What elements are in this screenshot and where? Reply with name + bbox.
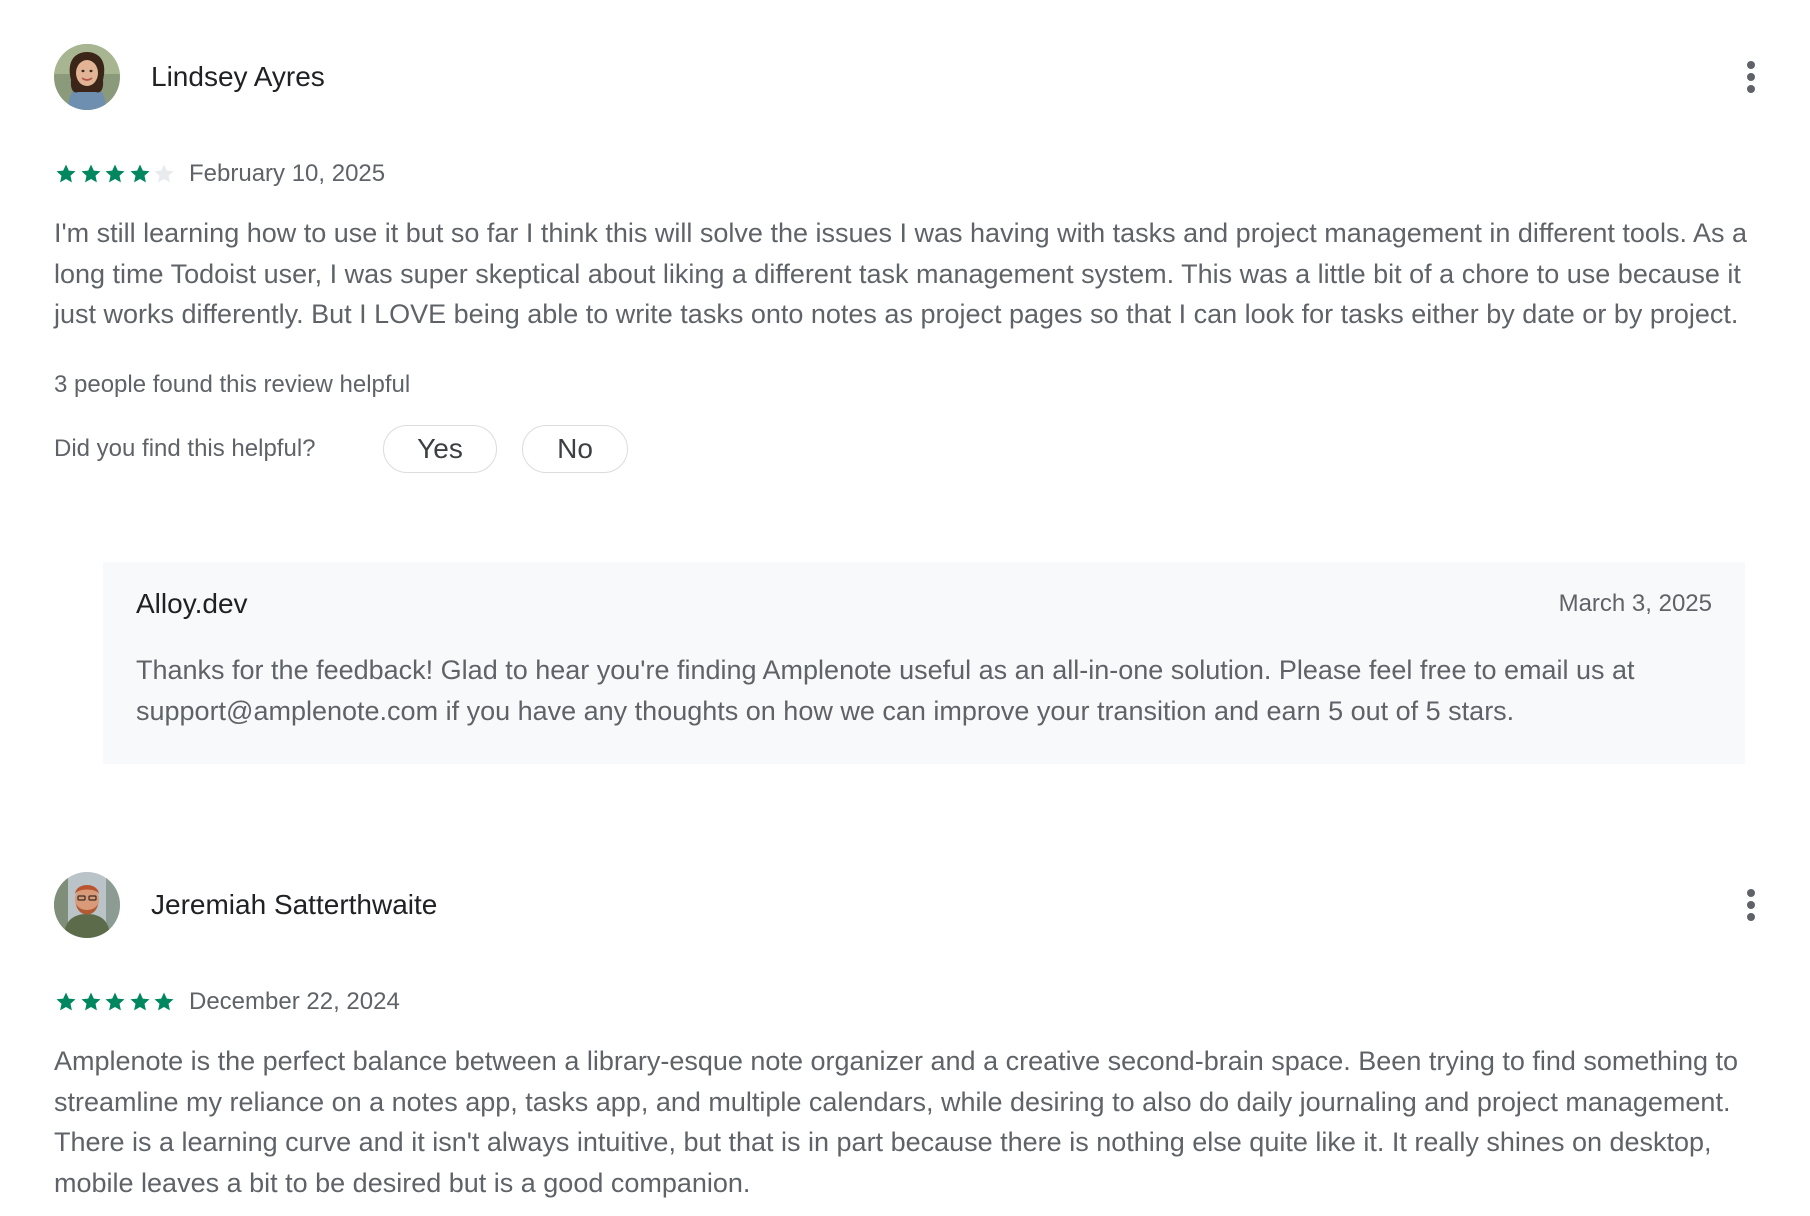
reviewer-name: Jeremiah Satterthwaite [151,889,438,920]
star-filled-icon [152,990,176,1014]
rating-row [54,986,1776,1018]
more-options-button[interactable] [1726,52,1776,102]
star-rating [54,162,177,186]
review-header [54,44,1776,110]
helpful-count: 3 people found this review helpful [54,370,411,398]
developer-reply-date: March 3, 2025 [1558,590,1712,617]
more-vert-icon [1746,60,1756,94]
review-date: December 22, 2024 [189,988,400,1015]
star-filled-icon [79,162,103,186]
star-filled-icon [128,162,152,186]
star-rating [54,990,177,1014]
review-text: Amplenote is the perfect balance between a library-esque note organizer and a creative second-brain space. Been trying to find something to streamline my reliance on a notes app, tasks app, and multiple calendars, while desiring to also do daily journaling and project management. There is a learning curve and it isn't always intuitive, but that is in part because there is nothing else quite like it. It really shines on desktop, mobile leaves a bit to be desired but is a good companion. [54,1046,1739,1198]
star-filled-icon [128,990,152,1014]
avatar [54,872,120,938]
developer-name: Alloy.dev [136,588,248,619]
review-date: February 10, 2025 [189,160,386,187]
reviewer-name: Lindsey Ayres [151,61,325,92]
avatar-photo [54,872,120,938]
more-vert-icon [1746,888,1756,922]
developer-reply-text: Thanks for the feedback! Glad to hear you're finding Amplenote useful as an all-in-one solution. Please feel free to email us at support@amplenote.com if you have any thoughts on how we can improve your transition and earn 5 out of 5 stars. [136,655,1635,726]
developer-reply [103,562,1745,764]
star-filled-icon [79,990,103,1014]
review-text: I'm still learning how to use it but so far I think this will solve the issues I was having with tasks and project management in different tools. As a long time Todoist user, I was super skeptical about liking a different task management system. This was a little bit of a chore to use because it just works differently. But I LOVE being able to write tasks onto notes as project pages so that I can look for tasks either by date or by project. [54,218,1747,329]
star-filled-icon [54,990,78,1014]
helpful-question: Did you find this helpful? [54,434,316,462]
review-header [54,872,1776,938]
star-filled-icon [103,990,127,1014]
helpful-no-button[interactable]: No [522,425,628,473]
rating-row [54,158,1776,190]
star-filled-icon [103,162,127,186]
star-filled-icon [54,162,78,186]
avatar [54,44,120,110]
helpful-yes-button[interactable]: Yes [383,425,497,473]
avatar-photo [54,44,120,110]
more-options-button[interactable] [1726,880,1776,930]
helpful-vote-row [54,425,1776,473]
review-card [54,872,1776,1203]
star-empty-icon [152,162,176,186]
review-card [54,44,1776,473]
